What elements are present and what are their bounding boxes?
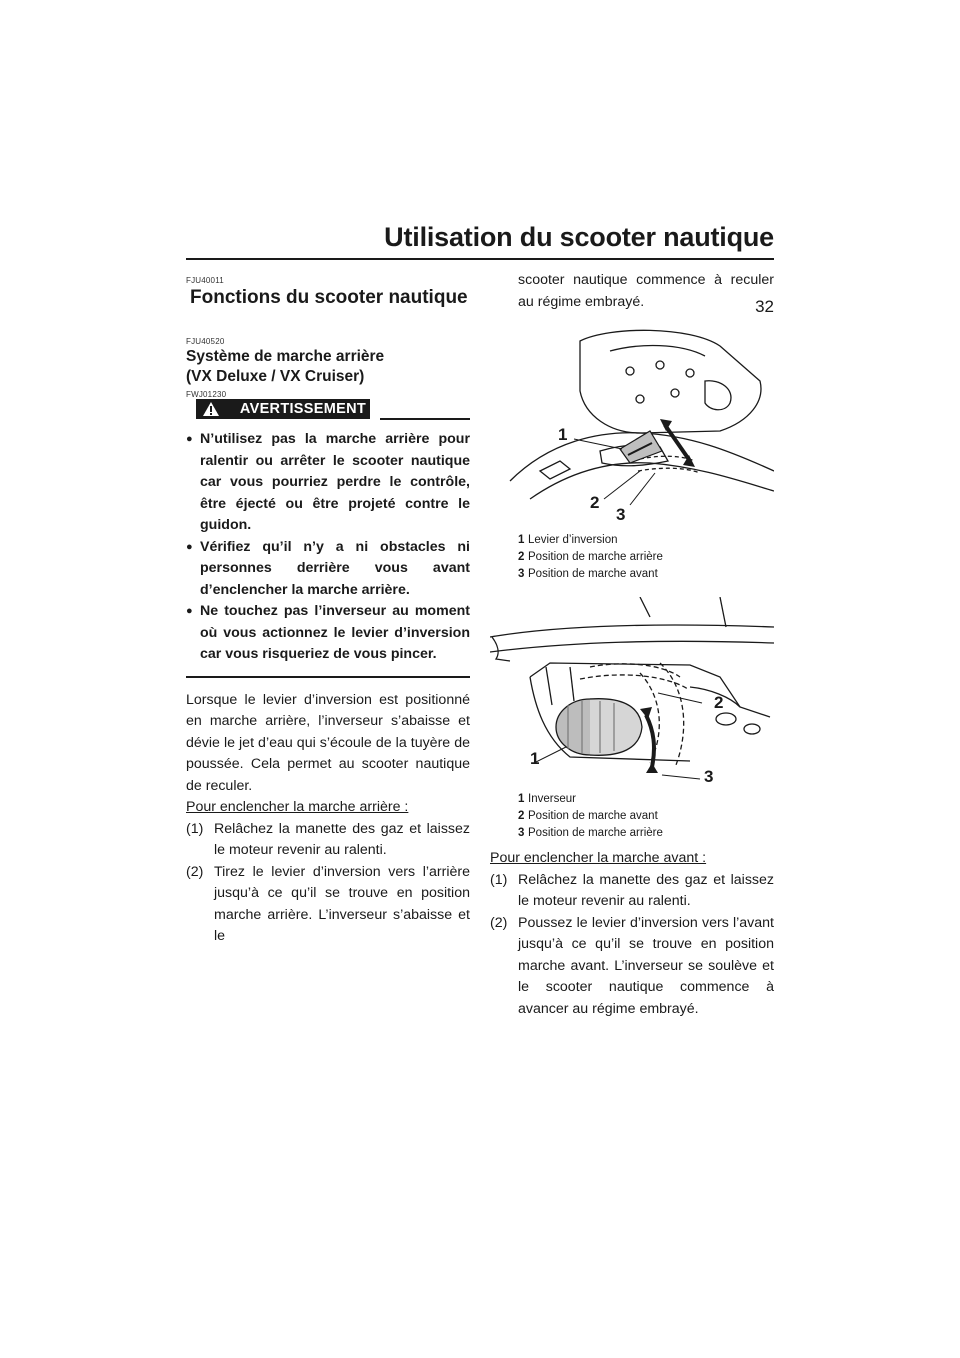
caption-item: 3 Position de marche arrière [518, 827, 663, 839]
figure2-caption [518, 791, 774, 842]
subsection-code: FJU40520 [186, 337, 225, 346]
caption-item: 2 Position de marche arrière [518, 551, 663, 563]
warning-triangle-icon [202, 401, 220, 417]
subsection-title-line2: (VX Deluxe / VX Cruiser) [186, 368, 365, 385]
step-item: (1) Relâchez la manette des gaz et laissez le moteur revenir au ralenti. [186, 820, 470, 858]
left-column [186, 276, 470, 948]
intro-paragraph: Lorsque le levier d’inversion est positionné en marche arrière, l’inverseur s’abaisse et dévie le jet d’eau qui s’écoule de la tuyère de poussée. Cela permet au scooter nautique de reculer. [186, 691, 470, 794]
warning-item: ● N’utilisez pas la marche arrière pour ralentir ou arrêter le scooter nautique car vous pourriez perdre le contrôle, être éjecté ou être projeté contre le guidon. [186, 429, 470, 537]
warning-label: AVERTISSEMENT [239, 401, 366, 417]
figure-reverse-gate [490, 597, 774, 786]
forward-steps [490, 870, 774, 1021]
figure1-callout: 3 [616, 505, 626, 524]
warning-top-rule [380, 418, 470, 420]
caption-item: 1 Inverseur [518, 793, 576, 805]
page-number: 32 [755, 297, 774, 316]
warning-item: ● Ne touchez pas l’inverseur au moment où vous actionnez le levier d’inversion car vous risqueriez de vous pincer. [186, 601, 470, 666]
figure1-callout: 1 [558, 425, 568, 444]
warning-item: ● Vérifiez qu’il n’y a ni obstacles ni personnes derrière vous avant d’enclencher la marche arrière. [186, 537, 470, 602]
subsection-title-line1: Système de marche arrière [186, 348, 385, 365]
right-column [490, 270, 774, 1020]
section-code: FJU40011 [186, 276, 224, 285]
reverse-continuation: scooter nautique commence à reculer au régime embrayé. [518, 272, 774, 310]
step-item: (2) Poussez le levier d’inversion vers l’avant jusqu’à ce qu’il se trouve en position marche avant. L’inverseur se soulève et le scooter nautique commence à avancer au régime embrayé. [490, 914, 774, 1017]
section-title: Fonctions du scooter nautique [190, 287, 468, 308]
reverse-steps [186, 819, 470, 948]
header-rule [186, 258, 774, 260]
figure2-callout: 2 [714, 693, 724, 712]
warning-code: FWJ01230 [186, 390, 227, 399]
figure-reverse-lever [490, 321, 774, 524]
reverse-lever-illustration [490, 321, 774, 506]
warning-list [186, 429, 470, 666]
warning-header [186, 399, 470, 421]
figure1-callout: 2 [590, 493, 600, 512]
step-item: (1) Relâchez la manette des gaz et laissez le moteur revenir au ralenti. [490, 871, 774, 909]
caption-item: 2 Position de marche avant [518, 810, 658, 822]
figure2-callout: 1 [530, 749, 540, 768]
caption-item: 3 Position de marche avant [518, 568, 658, 580]
forward-heading: Pour enclencher la marche avant : [490, 850, 707, 866]
figure2-callout: 3 [704, 767, 714, 786]
page-header-title: Utilisation du scooter nautique [384, 222, 774, 252]
caption-item: 1 Levier d’inversion [518, 534, 618, 546]
step-item: (2) Tirez le levier d’inversion vers l’arrière jusqu’à ce qu’il se trouve en position marche arrière. L’inverseur s’abaisse et le [186, 863, 470, 944]
reverse-heading: Pour enclencher la marche arrière : [186, 799, 409, 815]
warning-bottom-rule [186, 676, 470, 678]
warning-badge [196, 399, 370, 419]
figure1-caption [518, 532, 774, 583]
